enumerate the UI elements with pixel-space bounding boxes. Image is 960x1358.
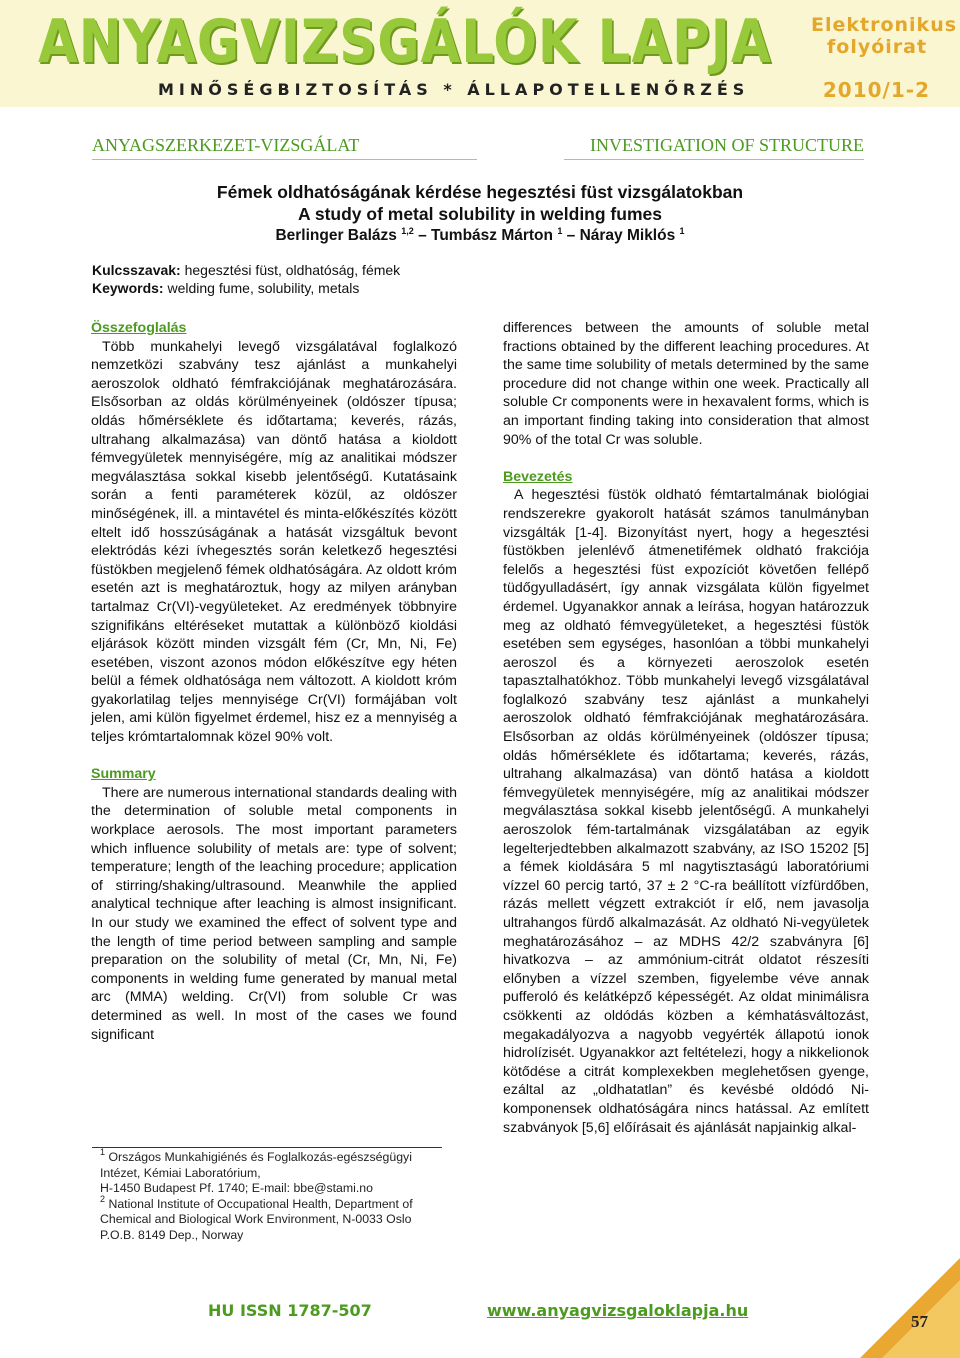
keywords-en-text: welding fume, solubility, metals <box>167 280 360 296</box>
author-1: Berlinger Balázs <box>275 227 397 244</box>
issue-number: 2010/1-2 <box>822 78 930 102</box>
footer-issn: HU ISSN 1787-507 <box>208 1301 372 1320</box>
author-separator: – <box>418 227 427 244</box>
journal-subtitle: MINŐSÉGBIZTOSÍTÁS * ÁLLAPOTELLENŐRZÉS <box>158 80 750 99</box>
abstract-en: There are numerous international standards dealing with the determination of soluble metal components in workplace aerosols. The most important parameters which influence solubility of metals are: type of solvent; temperature; length of the leaching procedure; application of stirring/shaking/ultrasound. Meanwhile the applied analytical technique after leaching is almost insignificant. In our study we examined the effect of solvent type and the length of time period between sampling and sample preparation on the solubility of metal (Cr, Mn, Ni, Fe) components in welding fume generated by manual metal arc (MMA) welding. Cr(VI) from soluble Cr was determined as well. In most of the cases we found significant <box>91 784 457 1043</box>
section-heading-hu: ANYAGSZERKEZET-VIZSGÁLAT <box>92 135 477 160</box>
footnote-1 <box>100 1147 440 1166</box>
introduction-text: A hegesztési füstök oldható fémtartalmának biológiai rendszerekre gyakorolt hatását számos tanulmányban vizsgálták [1-4]. Bizonyítást nyert, hogy a hegesztési füstökben jelenlévő átmenetifémek oldható frakciója felelős a hegesztési füst expozíciót követően fellépő tüdőgyulladásért, így annak vizsgálata külön figyelmet érdemel. Ugyanakkor annak a leírása, hogyan határozzuk meg az oldható fémvegyületeket, a hegesztési füstök esetében sem egységes, hasonlóan a többi munkahelyi aeroszol és a környezeti aeroszolok esetén tapasztalhatókhoz. Több munkahelyi levegő vizsgálatával foglalkozó szabvány tesz ajánlást a munkahelyi aeroszolok oldható fémfrakciójának meghatározására. Elsősorban az oldás körülményeinek (oldószer típusa; oldás hőmérséklete és időtartama; keverés, rázás, ultrahang alkalmazása) van döntő hatása a kioldott fémvegyületek mennyiségére, míg az analitikai módszer megválasztása sokkal kisebb jelentőségű. A munkahelyi aeroszolok fém-tartalmának vizsgálatában az egyik legelterjedtebben alkalmazott szabvány, az ISO 15202 [5] a fémek kioldására 5 ml nagytisztaságú laboratóriumi vízzel 60 percig tartó, 37 ± 2 °C-ra beállított vízfürdőben, rázás mellett végzett extrakciót ír elő, nem javasolja ultrahangos fürdő alkalmazását. Az oldható Ni-vegyületek meghatározásához – az MDHS 42/2 szabványra [6] hivatkozva – az ammónium-citrát oldatot részesíti előnyben a vízzel szemben, figyelembe véve annak pufferoló és kelátképző képességét. Az oldat minimálisra csökkenti az oldódás közben a kémhatásváltozást, megakadályozva a nagyobb vegyérték állapotú ionok hidrolízisét. Ugyanakkor azt feltételezi, hogy a nikkelionok kötődése a citrát komplexekben meglehetősen gyenge, ezáltal az „oldhatatlan” és kevésbé oldódó Ni-komponensek oldhatóságára nincs hatással. Az említett szabványok [5,6] előírásait és ajánlását napjainkig alkal- <box>503 487 869 1136</box>
article-title-block <box>0 181 960 247</box>
footnote-2-line1: National Institute of Occupational Health, Department of <box>108 1196 413 1211</box>
journal-banner <box>0 0 960 107</box>
author-3-affiliation: 1 <box>679 226 685 236</box>
section-heading-en: INVESTIGATION OF STRUCTURE <box>564 135 864 160</box>
abstract-heading-hu: Összefoglalás <box>91 320 187 336</box>
footnote-1-line1: Országos Munkahigiénés és Foglalkozás-egészségügyi <box>108 1150 412 1164</box>
footnote-1-number: 1 <box>100 1147 106 1157</box>
author-3: Náray Miklós <box>579 227 676 244</box>
keywords-en <box>92 279 359 297</box>
keywords-hu <box>92 261 400 279</box>
article-authors <box>0 225 960 247</box>
footer-website-link[interactable]: www.anyagvizsgaloklapja.hu <box>487 1301 749 1320</box>
page-number: 57 <box>911 1312 928 1331</box>
journal-type <box>811 14 958 58</box>
footnote-rule <box>92 1147 442 1148</box>
footnote-2 <box>100 1193 440 1213</box>
footnote-2-line3: P.O.B. 8149 Dep., Norway <box>100 1227 244 1242</box>
footnote-2-number: 2 <box>100 1193 106 1204</box>
keywords-hu-text: hegesztési füst, oldhatóság, fémek <box>184 262 401 278</box>
journal-title: ANYAGVIZSGÁLÓK LAPJA <box>38 7 772 77</box>
right-column <box>503 319 869 1137</box>
keywords-en-label: Keywords: <box>92 280 164 296</box>
footnotes <box>100 1147 440 1244</box>
footnote-1-line2: Intézet, Kémiai Laboratórium, <box>100 1165 261 1180</box>
abstract-heading-en: Summary <box>91 766 156 783</box>
journal-type-line1: Elektronikus <box>811 14 958 36</box>
author-2: Tumbász Márton <box>431 227 553 244</box>
article-title-hu: Fémek oldhatóságának kérdése hegesztési füst vizsgálatokban <box>216 182 744 202</box>
article-title-en: A study of metal solubility in welding fumes <box>298 204 662 224</box>
author-separator: – <box>566 227 576 244</box>
journal-type-line2: folyóirat <box>827 36 928 58</box>
abstract-en-continued: differences between the amounts of soluble metal fractions obtained by the different leaching procedures. At the same time solubility of metals determined by the same procedure did not change within one week. Practically all soluble Cr components were in hexavalent forms, which is an important finding taking into consideration that almost 90% of the total Cr was soluble. <box>503 320 869 448</box>
author-1-affiliation: 1,2 <box>401 226 414 236</box>
introduction-heading: Bevezetés <box>503 468 573 485</box>
footnote-2-line2: Chemical and Biological Work Environment, N-0033 Oslo <box>100 1212 412 1227</box>
abstract-hu: Több munkahelyi levegő vizsgálatával foglalkozó nemzetközi szabvány tesz ajánlást a munkahelyi aeroszolok oldható fémfrakciójának meghatározására. Elsősorban az oldás körülményeinek (oldószer típusa; oldás hőmérséklete és időtartama; keverés, rázás, ultrahang alkalmazása) van döntő hatása a kioldott fémvegyületek mennyiségére, míg az analitikai módszer megválasztása sokkal kisebb jelentőségű. Kutatásaink során a fenti paraméterek közül, az oldószer minőségének, ill. a mintavétel és minta-előkészítés között eltelt idő hosszúságának a hatását vizsgáltuk bevont elektródás kézi ívhegesztés során keletkező hegesztési füstökben megjelenő fémek oldhatóságára. Az oldott króm esetén azt is meghatároztuk, hogy az milyen arányban tartalmaz Cr(VI)-vegyületeket. Az eredmények többnyire szignifikáns eltéréseket mutattak a különböző kioldási eljárások között minden vizsgált fém (Cr, Mn, Ni, Fe) esetében, viszont azonos módon előkészítve egy héten belül a fémek oldhatósága nem változott. A kioldott króm gyakorlatilag teljes mennyisége Cr(VI) formájában volt jelen, ami külön figyelmet érdemel, hisz ez a mennyiség a teljes krómtartalomnak közel 90% volt. <box>91 338 457 746</box>
author-2-affiliation: 1 <box>557 226 563 236</box>
keywords-hu-label: Kulcsszavak: <box>92 262 181 278</box>
left-column <box>91 319 457 1044</box>
footnote-1-line3: H-1450 Budapest Pf. 1740; E-mail: bbe@stami.no <box>100 1181 373 1196</box>
